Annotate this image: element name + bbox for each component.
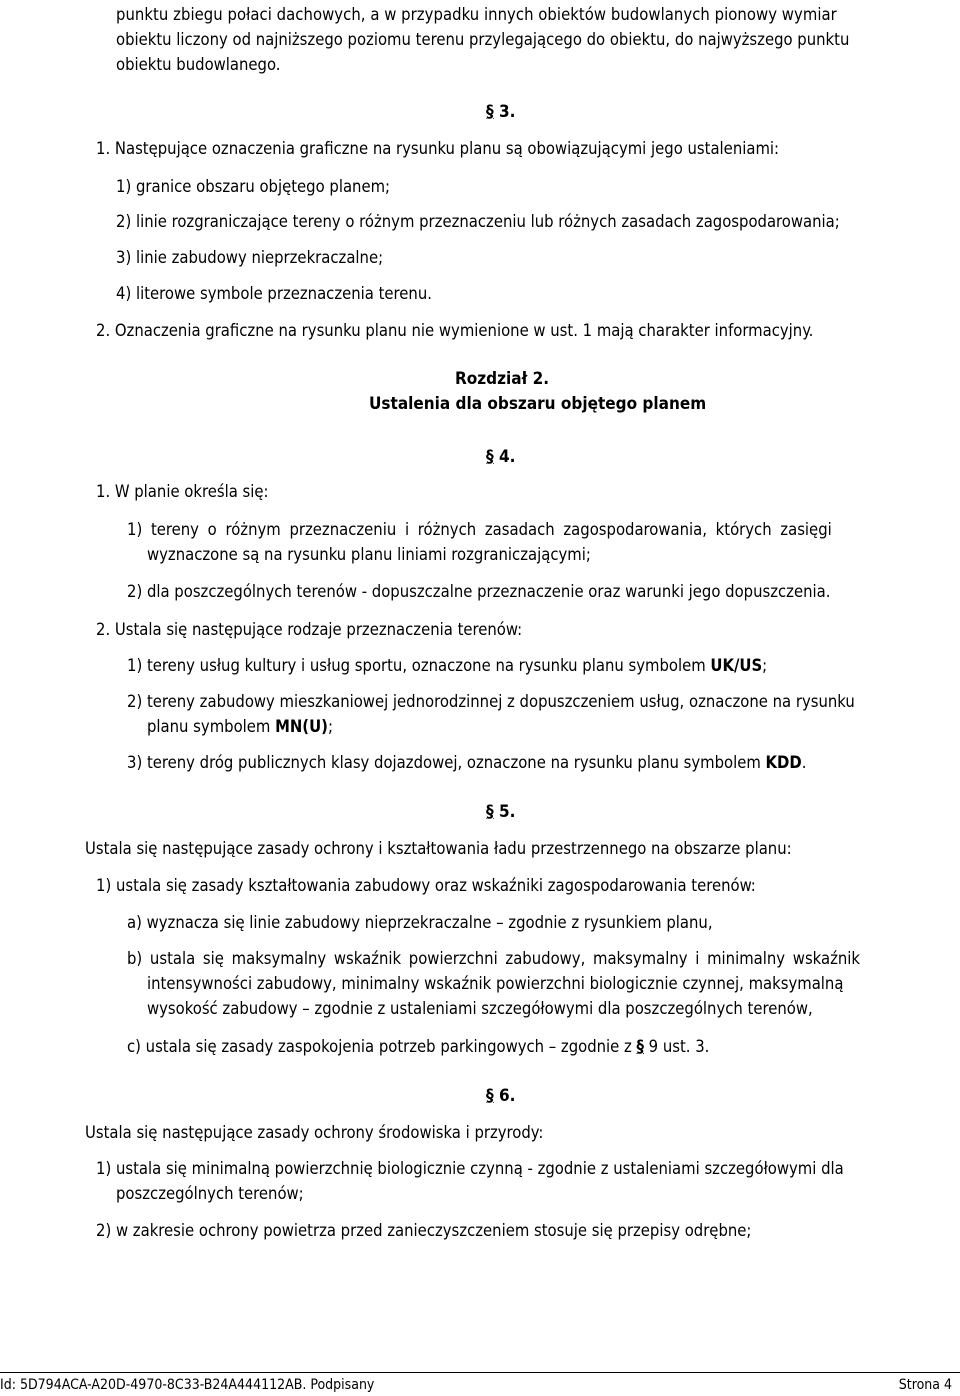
section-5-heading xyxy=(486,800,515,825)
section-6-heading xyxy=(486,1084,515,1109)
section-6-item-2: 2) w zakresie ochrony powietrza przed zanieczyszczeniem stosuje się przepisy odrębne; xyxy=(96,1221,752,1240)
section-4-sub-1-line-2: wyznaczone są na rysunku planu liniami rozgraniczającymi; xyxy=(147,545,591,564)
intro-line-3: obiektu budowlanego. xyxy=(116,55,281,74)
section-sign: § xyxy=(486,447,494,467)
item-c-end: 9 ust. 3. xyxy=(643,1037,710,1056)
section-4-type-2-line-2 xyxy=(147,714,333,739)
section-number: 5. xyxy=(498,802,516,822)
section-3-item-1: 1. Następujące oznaczenia graficzne na rysunku planu są obowiązującymi jego ustaleniami: xyxy=(96,139,780,158)
intro-line-2: obiektu liczony od najniższego poziomu terenu przylegającego do obiektu, do najwyższego punktu xyxy=(116,30,850,49)
section-3-sub-1: 1) granice obszaru objętego planem; xyxy=(116,177,391,196)
type-3-symbol: KDD xyxy=(765,753,802,772)
chapter-subtitle: Ustalenia dla obszaru objętego planem xyxy=(369,394,707,414)
section-6-item-1-line-1: 1) ustala się minimalną powierzchnię biologicznie czynną - zgodnie z ustaleniami szczegółowymi dla xyxy=(96,1159,844,1178)
footer-rule xyxy=(0,1372,960,1373)
section-6-item-1-line-2: poszczególnych terenów; xyxy=(116,1184,304,1203)
section-4-type-2-line-1: 2) tereny zabudowy mieszkaniowej jednorodzinnej z dopuszczeniem usług, oznaczone na rysunku xyxy=(127,692,855,711)
type-2-end: ; xyxy=(327,717,333,736)
item-c-text: c) ustala się zasady zaspokojenia potrzeb parkingowych – zgodnie z xyxy=(127,1037,637,1056)
section-sign: § xyxy=(486,102,494,122)
type-1-end: ; xyxy=(762,656,768,675)
section-4-sub-2: 2) dla poszczególnych terenów - dopuszczalne przeznaczenie oraz warunki jego dopuszczenia. xyxy=(127,582,831,601)
section-sign: § xyxy=(636,1037,644,1056)
section-sign: § xyxy=(486,802,494,822)
type-1-symbol: UK/US xyxy=(710,656,763,675)
section-3-heading xyxy=(486,100,515,125)
type-3-text: 3) tereny dróg publicznych klasy dojazdowej, oznaczone na rysunku planu symbolem xyxy=(127,753,766,772)
section-3-sub-4: 4) literowe symbole przeznaczenia terenu. xyxy=(116,284,432,303)
footer-page-number: Strona 4 xyxy=(898,1377,952,1393)
section-4-item-2: 2. Ustala się następujące rodzaje przeznaczenia terenów: xyxy=(96,620,523,639)
section-sign: § xyxy=(486,1086,494,1106)
section-4-heading xyxy=(486,445,515,470)
type-1-text: 1) tereny usług kultury i usług sportu, oznaczone na rysunku planu symbolem xyxy=(127,656,711,675)
section-5-item-b-line-3: wysokość zabudowy – zgodnie z ustaleniami szczegółowymi dla poszczególnych terenów, xyxy=(147,999,813,1018)
section-3-sub-3: 3) linie zabudowy nieprzekraczalne; xyxy=(116,248,384,267)
type-2-text: planu symbolem xyxy=(147,717,276,736)
section-5-intro: Ustala się następujące zasady ochrony i kształtowania ładu przestrzennego na obszarze planu: xyxy=(85,839,792,858)
section-4-item-1: 1. W planie określa się: xyxy=(96,482,269,501)
section-5-item-b-line-1: b) ustala się maksymalny wskaźnik powierzchni zabudowy, maksymalny i minimalny wskaźnik xyxy=(127,949,861,968)
section-5-item-1: 1) ustala się zasady kształtowania zabudowy oraz wskaźniki zagospodarowania terenów: xyxy=(96,876,756,895)
section-3-sub-2: 2) linie rozgraniczające tereny o różnym przeznaczeniu lub różnych zasadach zagospodarowania; xyxy=(116,212,840,231)
section-number: 3. xyxy=(498,102,516,122)
type-3-end: . xyxy=(801,753,807,772)
intro-line-1: punktu zbiegu połaci dachowych, a w przypadku innych obiektów budowlanych pionowy wymiar xyxy=(116,5,837,24)
section-5-item-c xyxy=(127,1034,709,1059)
section-4-type-3 xyxy=(127,750,806,775)
section-6-intro: Ustala się następujące zasady ochrony środowiska i przyrody: xyxy=(85,1123,544,1142)
section-5-item-a: a) wyznacza się linie zabudowy nieprzekraczalne – zgodnie z rysunkiem planu, xyxy=(127,913,713,932)
section-number: 6. xyxy=(498,1086,516,1106)
chapter-title: Rozdział 2. xyxy=(455,369,550,389)
section-4-type-1 xyxy=(127,653,767,678)
type-2-symbol: MN(U) xyxy=(275,717,328,736)
section-number: 4. xyxy=(498,447,516,467)
footer-document-id: Id: 5D794ACA-A20D-4970-8C33-B24A444112AB. Podpisany xyxy=(0,1377,375,1393)
section-4-sub-1-line-1: 1) tereny o różnym przeznaczeniu i różnych zasadach zagospodarowania, których zasięgi xyxy=(127,520,832,539)
section-5-item-b-line-2: intensywności zabudowy, minimalny wskaźnik powierzchni biologicznie czynnej, maksymalną xyxy=(147,974,844,993)
section-3-item-2: 2. Oznaczenia graficzne na rysunku planu nie wymienione w ust. 1 mają charakter informacyjny. xyxy=(96,321,814,340)
